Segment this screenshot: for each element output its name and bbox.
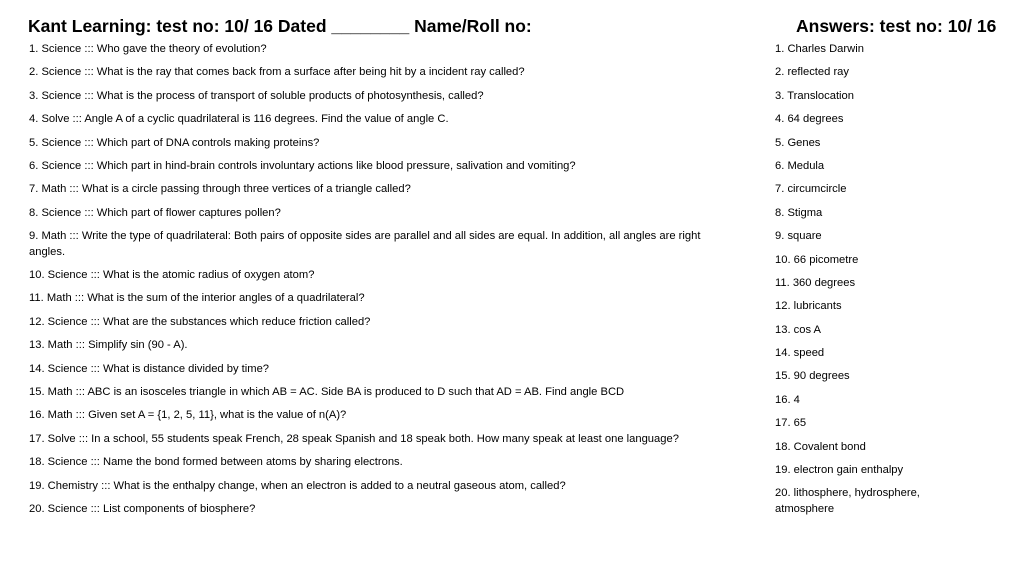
question-item: 6. Science ::: Which part in hind-brain controls involuntary actions like blood pressure, salivation and vomiting?	[29, 159, 576, 172]
answer-item: 3. Translocation	[775, 89, 854, 102]
question-item: 12. Science ::: What are the substances which reduce friction called?	[29, 315, 371, 328]
answer-item: 16. 4	[775, 393, 800, 406]
answer-item: 8. Stigma	[775, 206, 823, 219]
answer-item: 13. cos A	[775, 323, 822, 336]
question-item: 19. Chemistry ::: What is the enthalpy change, when an electron is added to a neutral gaseous atom, called?	[29, 479, 566, 492]
question-item: 8. Science ::: Which part of flower captures pollen?	[29, 206, 281, 219]
question-item: 3. Science ::: What is the process of transport of soluble products of photosynthesis, called?	[29, 89, 484, 102]
answer-item: 15. 90 degrees	[775, 370, 850, 383]
question-item: 7. Math ::: What is a circle passing through three vertices of a triangle called?	[29, 183, 411, 196]
answer-item: 6. Medula	[775, 159, 825, 172]
answer-item: 19. electron gain enthalpy	[775, 464, 904, 477]
question-item: 13. Math ::: Simplify sin (90 - A).	[29, 339, 188, 352]
question-item: 20. Science ::: List components of biosphere?	[29, 502, 256, 515]
answers-title: Answers: test no: 10/ 16	[796, 16, 997, 36]
question-item: 4. Solve ::: Angle A of a cyclic quadrilateral is 116 degrees. Find the value of angle C.	[29, 113, 449, 126]
answer-item: 9. square	[775, 230, 822, 243]
question-item: 9. Math ::: Write the type of quadrilateral: Both pairs of opposite sides are parallel and all sides are equal. In addition, all angles are right angles.	[29, 230, 701, 258]
answer-item: 7. circumcircle	[775, 183, 847, 196]
question-item: 14. Science ::: What is distance divided by time?	[29, 362, 270, 375]
answer-item: 20. lithosphere, hydrosphere, atmosphere	[775, 487, 920, 515]
question-item: 1. Science ::: Who gave the theory of evolution?	[29, 43, 267, 55]
answer-item: 11. 360 degrees	[775, 276, 856, 289]
answer-item: 17. 65	[775, 417, 807, 430]
answer-item: 2. reflected ray	[775, 66, 849, 79]
test-title: Kant Learning: test no: 10/ 16 Dated ________ Name/Roll no:	[28, 16, 532, 36]
question-item: 5. Science ::: Which part of DNA controls making proteins?	[29, 136, 320, 149]
question-item: 16. Math ::: Given set A = {1, 2, 5, 11}, what is the value of n(A)?	[29, 409, 347, 422]
answer-item: 5. Genes	[775, 136, 821, 149]
answer-item: 18. Covalent bond	[775, 440, 866, 453]
question-list	[29, 42, 714, 525]
question-item: 2. Science ::: What is the ray that comes back from a surface after being hit by a incident ray called?	[29, 66, 525, 79]
answer-item: 12. lubricants	[775, 300, 842, 313]
question-item: 15. Math ::: ABC is an isosceles triangle in which AB = AC. Side BA is produced to D such that AD = AB. Find angle BCD	[29, 385, 625, 398]
answer-list	[775, 42, 975, 525]
question-item: 18. Science ::: Name the bond formed between atoms by sharing electrons.	[29, 456, 403, 469]
answer-item: 4. 64 degrees	[775, 113, 844, 126]
answer-item: 14. speed	[775, 347, 825, 360]
question-item: 10. Science ::: What is the atomic radius of oxygen atom?	[29, 269, 315, 282]
answer-item: 1. Charles Darwin	[775, 43, 864, 55]
answer-item: 10. 66 picometre	[775, 253, 859, 266]
question-item: 17. Solve ::: In a school, 55 students speak French, 28 speak Spanish and 18 speak both. How many speak at least one language?	[29, 432, 679, 445]
question-item: 11. Math ::: What is the sum of the interior angles of a quadrilateral?	[29, 292, 365, 305]
